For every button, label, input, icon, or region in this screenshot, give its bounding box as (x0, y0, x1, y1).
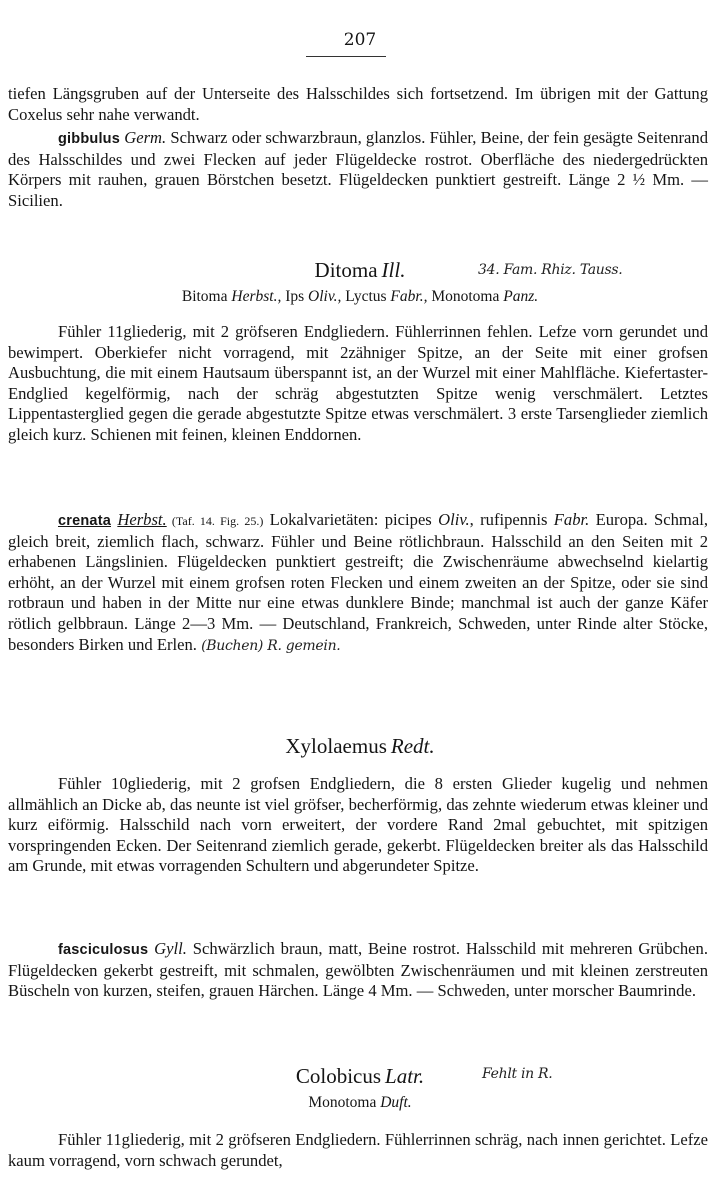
species-crenata (8, 510, 708, 656)
description-text: Fühler 10gliederig, mit 2 grofsen Endgliedern, die 8 ersten Glieder kugelig und nehmen allmählich an Dicke ab, das neunte ist viel gröfser, becherförmig, das zehnte wiederum etwas kleiner und kurz eiförmig. Halsschild nach vorn erweitert, der vordere Rand 2mal gebuchtet, mit spitzigen vorspringenden Ecken. Der Seitenrand ziemlich gerade, gekerbt. Flügeldecken breiter als das Halsschild am Grunde, mit etwas vorragenden Schultern und abgerundeter Spitze. (8, 774, 708, 876)
species-name: crenata (58, 513, 111, 529)
variety-author: Oliv. (438, 510, 470, 529)
page-number: 207 (343, 30, 377, 50)
genus-author: Redt. (390, 734, 435, 758)
continued-paragraph (8, 84, 708, 125)
genus-synonym-colobicus (0, 1094, 720, 1112)
genus-description-colobicus (8, 1130, 708, 1171)
description-text: Fühler 11gliederig, mit 2 gröfseren Endgliedern. Fühlerrinnen schräg, nach innen gerichtet. Lefze kaum vorragend, vorn schwach gerundet, (8, 1130, 708, 1170)
species-gibbulus (8, 128, 708, 211)
species-author: Herbst. (117, 510, 167, 529)
synonym-name: Ips (285, 288, 305, 305)
genus-title: Ditoma (314, 258, 378, 282)
synonym-author: Herbst., (231, 288, 282, 305)
genus-description-ditoma (8, 322, 708, 446)
description-text: Fühler 11gliederig, mit 2 gröfseren Endgliedern. Fühlerrinnen fehlen. Lefze vorn gerundet und bewimpert. Oberkiefer nicht vorragend, mit 2zähniger Spitze, an der Seite mit einer grofsen Ausbuchtung, die mit einem Hautsaum überspannt ist, an der Wurzel mit einer Mahlfläche. Kiefertaster-Endglied kegelförmig, nach der schräg abgestutzten Spitze wenig verschmälert. Letztes Lippentasterglied gegen die gerade abgestutzte Spitze etwas verschmälert. 3 erste Tarsenglieder ziemlich gleich kurz. Schienen mit feinen, kleinen Enddornen. (8, 322, 708, 444)
species-text: Schwärzlich braun, matt, Beine rostrot. Halsschild mit mehreren Grübchen. Flügeldecken gekerbt gestreift, mit schmalen, gewölbten Zwischenräumen und mit kleinen zerstreuten Büscheln von kurzen, steifen, grauen Härchen. Länge 4 Mm. — Schweden, unter morscher Baumrinde. (8, 939, 708, 1001)
handwritten-note-colobicus: Fehlt in R. (482, 1066, 553, 1082)
plate-reference: (Taf. 14. Fig. 25.) (166, 514, 264, 528)
synonym-author: Duft. (380, 1094, 412, 1111)
synonym-author: Oliv., (308, 288, 342, 305)
species-text: , rufipennis (469, 510, 554, 529)
species-text: Europa. Schmal, gleich breit, ziemlich flach, schwarz. Fühler und Beine rötlichbraun. Halsschild an den Seiten mit 2 erhabenen Längslinien. Flügeldecken punktiert gestreift; die Zwischenräume abwechselnd kielartig erhöht, an der Wurzel mit einem grofsen roten Flecken und einem zweiten an der Spitze, oder sie sind rotbraun und haben in der Mitte nur eine etwas dunklere Binde; manchmal ist auch der ganze Käfer rötlich gelbbraun. Länge 2—3 Mm. — Deutschland, Frankreich, Schweden, unter Rinde alter Stöcke, besonders Birken und Erlen. (8, 510, 708, 654)
species-fasciculosus (8, 939, 708, 1002)
species-author: Germ. (124, 128, 167, 147)
genus-title: Colobicus (295, 1064, 382, 1088)
variety-author: Fabr. (553, 510, 590, 529)
genus-heading-colobicus (0, 1064, 720, 1089)
genus-synonyms-ditoma (0, 288, 720, 306)
synonym-author: Panz. (503, 288, 539, 305)
synonym-name: Bitoma (181, 288, 228, 305)
genus-title: Xylolaemus (285, 734, 387, 758)
synonym-author: Fabr., (390, 288, 428, 305)
handwritten-note-crenata: (Buchen) R. gemein. (196, 637, 341, 654)
synonym-name: Lyctus (345, 288, 387, 305)
synonym-name: Monotoma (431, 288, 500, 305)
handwritten-note-ditoma: 34. Fam. Rhiz. Tauss. (478, 262, 623, 278)
genus-heading-xylolaemus (0, 734, 720, 759)
species-text: Schwarz oder schwarzbraun, glanzlos. Fühler, Beine, der fein gesägte Seitenrand des Halsschildes und zwei Flecken auf jeder Flügeldecke rostrot. Oberfläche des niedergedrückten Körpers mit rauhen, grauen Börstchen besetzt. Flügeldecken punktiert gestreift. Länge 2 ½ Mm. — Sicilien. (8, 128, 708, 210)
species-name: gibbulus (58, 131, 121, 147)
species-author: Gyll. (154, 939, 187, 958)
genus-author: Ill. (381, 258, 406, 282)
species-name: fasciculosus (58, 942, 149, 958)
header-rule (306, 56, 386, 57)
synonym-name: Monotoma (308, 1094, 377, 1111)
genus-description-xylolaemus (8, 774, 708, 877)
species-text: Lokalvarietäten: picipes (263, 510, 439, 529)
genus-author: Latr. (385, 1064, 425, 1088)
continued-text: tiefen Längsgruben auf der Unterseite des Halsschildes sich fortsetzend. Im übrigen mit der Gattung Coxelus sehr nahe verwandt. (8, 84, 708, 124)
